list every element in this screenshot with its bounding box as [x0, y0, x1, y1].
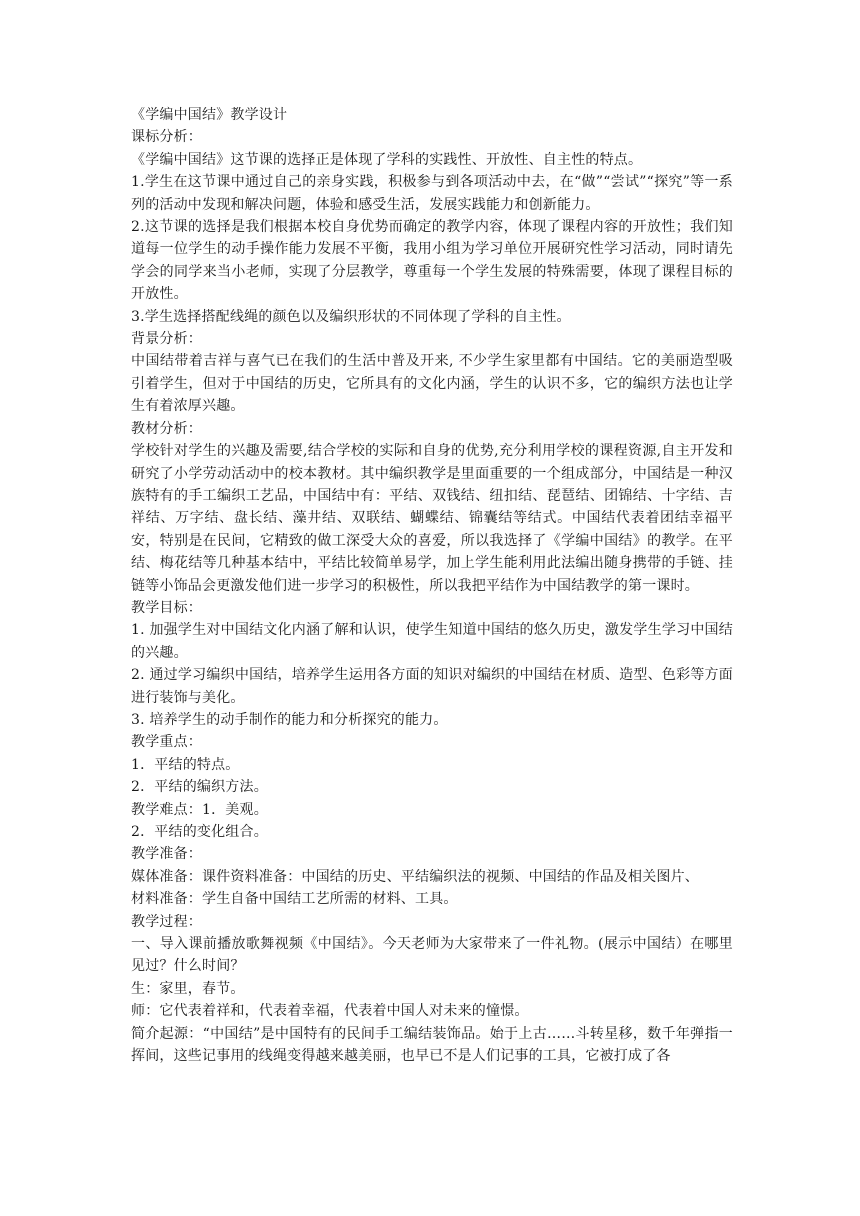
paragraph: 生：家里，春节。 — [131, 980, 245, 997]
section-heading-material-analysis: 教材分析： — [131, 420, 202, 437]
list-item: 1. 加强学生对中国结文化内涵了解和认识，使学生知道中国结的悠久历史，激发学生学习中国结的兴趣。 — [131, 622, 733, 661]
paragraph: 一、导入课前播放歌舞视频《中国结》。今天老师为大家带来了一件礼物。(展示中国结）在哪里见过？什么时间？ — [131, 936, 733, 975]
document-title: 《学编中国结》教学设计 — [131, 107, 288, 123]
section-heading-preparation: 教学准备： — [131, 846, 202, 863]
paragraph: 《学编中国结》这节课的选择正是体现了学科的实践性、开放性、自主性的特点。 — [131, 151, 643, 168]
document-body — [131, 104, 733, 1067]
list-item: 2. 通过学习编织中国结，培养学生运用各方面的知识对编织的中国结在材质、造型、色彩等方面进行装饰与美化。 — [131, 667, 733, 706]
list-item: 2．平结的变化组合。 — [131, 824, 268, 840]
paragraph: 3.学生选择搭配线绳的颜色以及编织形状的不同体现了学科的自主性。 — [131, 308, 571, 325]
section-heading-difficulties: 教学难点：1．美观。 — [131, 801, 268, 818]
section-heading-key-points: 教学重点： — [131, 734, 202, 751]
paragraph: 简介起源：“中国结”是中国特有的民间手工编结装饰品。始于上古……斗转星移，数千年弹指一挥间，这些记事用的线绳变得越来越美丽，也早已不是人们记事的工具，它被打成了各 — [131, 1025, 733, 1065]
paragraph: 师：它代表着祥和，代表着幸福，代表着中国人对未来的憧憬。 — [131, 1003, 529, 1020]
section-heading-background-analysis: 背景分析： — [131, 331, 202, 348]
paragraph: 媒体准备：课件资料准备：中国结的历史、平结编织法的视频、中国结的作品及相关图片、 — [131, 868, 699, 885]
paragraph: 1.学生在这节课中通过自己的亲身实践，积极参与到各项活动中去，在“做”“尝试”“探究”等一系列的活动中发现和解决问题，体验和感受生活，发展实践能力和创新能力。 — [131, 174, 733, 213]
section-heading-curriculum-analysis: 课标分析： — [131, 129, 202, 146]
section-heading-teaching-goals: 教学目标： — [131, 599, 202, 616]
paragraph: 学校针对学生的兴趣及需要,结合学校的实际和自身的优势,充分利用学校的课程资源,自主开发和研究了小学劳动活动中的校本教材。其中编织教学是里面重要的一个组成部分，中国结是一种汉族特有的手工编织工艺品，中国结中有：平结、双钱结、纽扣结、琵琶结、团锦结、十字结、吉祥结、万字结、盘长结、藻井结、双联结、蝴蝶结、锦囊结等结式。中国结代表着团结幸福平安，特别是在民间，它精致的做工深受大众的喜爱，所以我选择了《学编中国结》的教学。在平结、梅花结等几种基本结中，平结比较简单易学，加上学生能利用此法编出随身携带的手链、挂链等小饰品会更激发他们进一步学习的积极性，所以我把平结作为中国结教学的第一课时。 — [131, 443, 733, 594]
section-heading-teaching-process: 教学过程： — [131, 913, 202, 930]
list-item: 3. 培养学生的动手制作的能力和分析探究的能力。 — [131, 711, 448, 728]
paragraph: 中国结带着吉祥与喜气已在我们的生活中普及开来, 不少学生家里都有中国结。它的美丽造型吸引着学生，但对于中国结的历史，它所具有的文化内涵，学生的认识不多，它的编织方法也让学生有着浓厚兴趣。 — [131, 353, 733, 415]
paragraph: 2.这节课的选择是我们根据本校自身优势而确定的教学内容，体现了课程内容的开放性；我们知道每一位学生的动手操作能力发展不平衡，我用小组为学习单位开展研究性学习活动，同时请先学会的同学来当小老师，实现了分层教学，尊重每一个学生发展的特殊需要，体现了课程目标的开放性。 — [131, 219, 733, 303]
list-item: 1．平结的特点。 — [131, 756, 240, 773]
paragraph: 材料准备：学生自备中国结工艺所需的材料、工具。 — [131, 891, 458, 908]
list-item: 2．平结的编织方法。 — [131, 779, 268, 796]
